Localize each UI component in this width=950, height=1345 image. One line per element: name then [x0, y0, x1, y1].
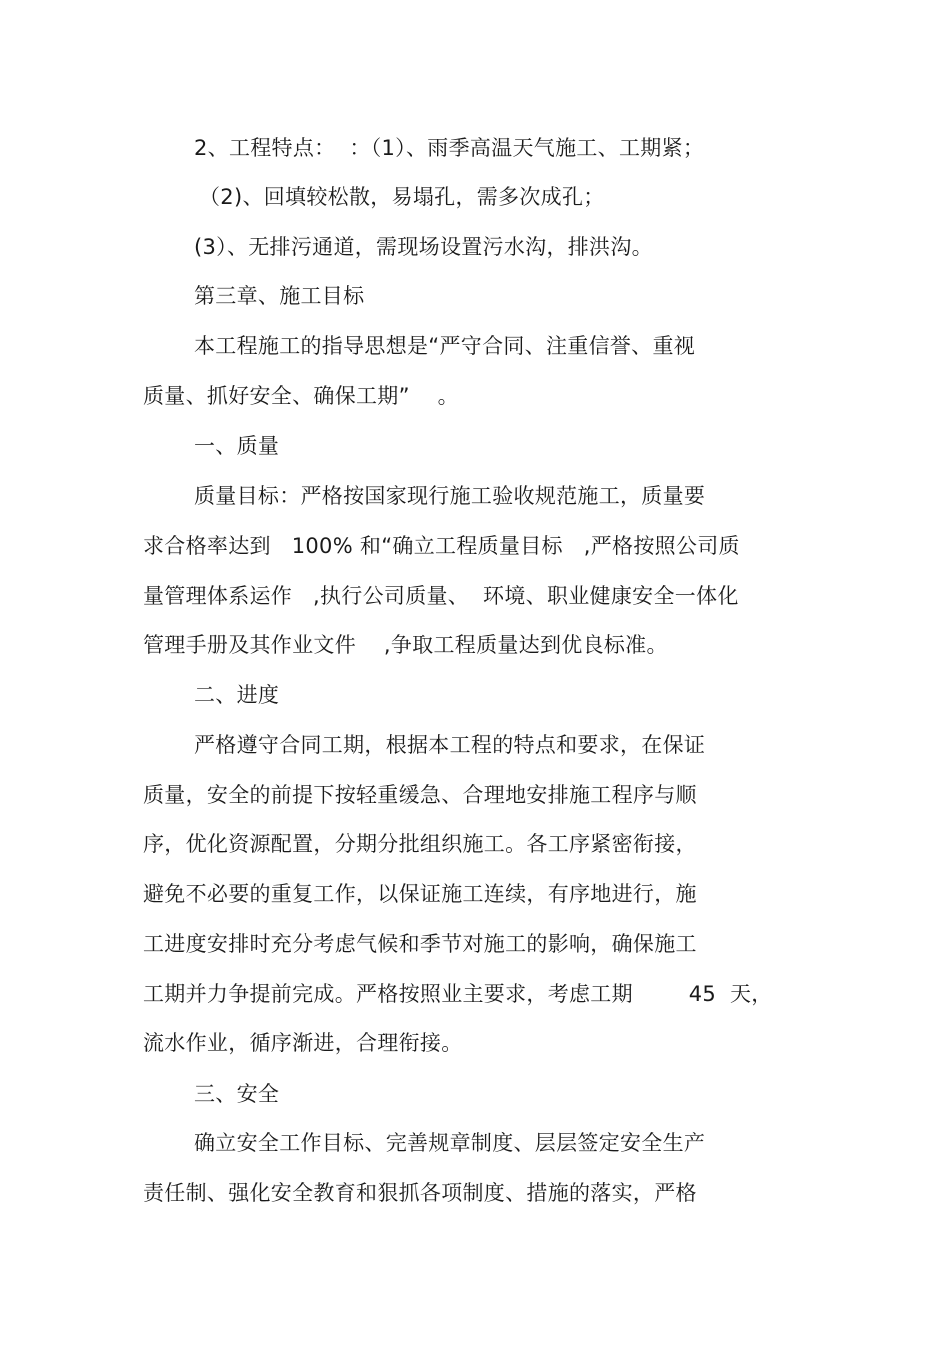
section-heading: 第三章、施工目标: [194, 284, 365, 308]
text-line: 流水作业，循序渐进，合理衔接。: [143, 1031, 463, 1055]
text-line: 2、工程特点： ：（1）、雨季高温天气施工、工期紧；: [194, 136, 705, 160]
text-line: 避免不必要的重复工作，以保证施工连续，有序地进行，施: [143, 882, 697, 906]
text-line: 管理手册及其作业文件 ,争取工程质量达到优良标准。: [143, 633, 668, 657]
subsection-heading: 一、质量: [194, 434, 280, 458]
text-line: 质量，安全的前提下按轻重缓急、合理地安排施工程序与顺: [143, 783, 697, 807]
text-line: 量管理体系运作 ,执行公司质量、 环境、职业健康安全一体化: [143, 584, 739, 608]
text-line: 工进度安排时充分考虑气候和季节对施工的影响，确保施工: [143, 932, 697, 956]
text-line: 序，优化资源配置，分期分批组织施工。各工序紧密衔接，: [143, 832, 697, 856]
subsection-heading: 三、安全: [194, 1082, 280, 1106]
subsection-heading: 二、进度: [194, 683, 280, 707]
text-line: 严格遵守合同工期，根据本工程的特点和要求，在保证: [194, 733, 706, 757]
text-line: 责任制、强化安全教育和狠抓各项制度、措施的落实，严格: [143, 1181, 697, 1205]
text-line: 本工程施工的指导思想是“严守合同、注重信誉、重视: [194, 334, 696, 358]
text-line: 质量、抓好安全、确保工期” 。: [143, 384, 459, 408]
text-line: 求合格率达到 100% 和“确立工程质量目标 ,严格按照公司质: [143, 534, 740, 558]
text-line: (3）、无排污通道，需现场设置污水沟，排洪沟。: [194, 235, 653, 259]
text-line: （2)、回填较松散，易塌孔，需多次成孔；: [199, 185, 605, 209]
text-line: 工期并力争提前完成。严格按照业主要求，考虑工期 45 天，: [143, 982, 773, 1006]
text-line: 质量目标：严格按国家现行施工验收规范施工，质量要: [194, 484, 706, 508]
text-line: 确立安全工作目标、完善规章制度、层层签定安全生产: [194, 1131, 706, 1155]
